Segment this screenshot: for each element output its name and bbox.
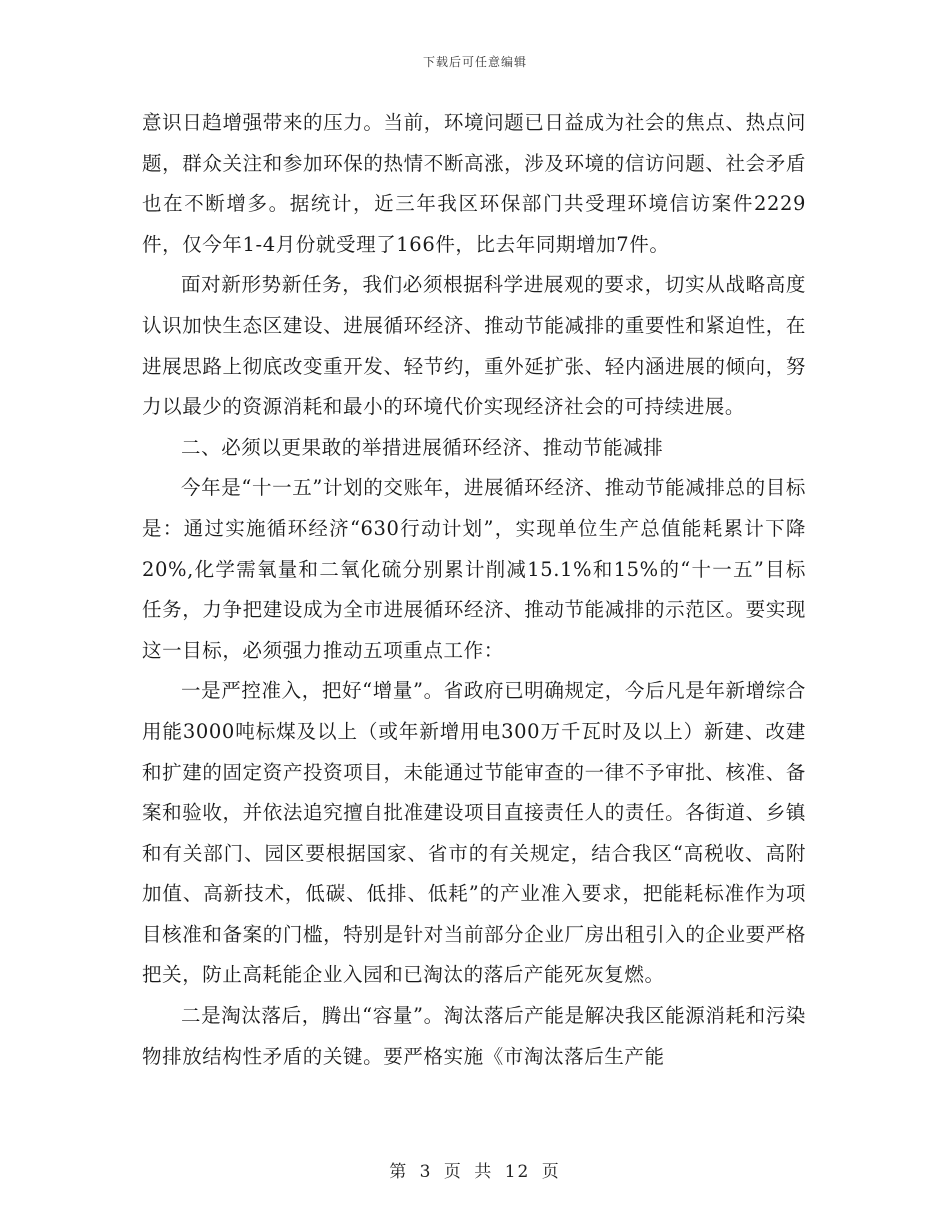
- paragraph-continued-pressure: 意识日趋增强带来的压力。当前，环境问题已日益成为社会的焦点、热点问题，群众关注和参加环保的热情不断高涨，涉及环境的信访问题、社会矛盾也在不断增多。据统计，近三年我区环保部门共受理环境信访案件2229件，仅今年1-4月份就受理了166件，比去年同期增加7件。: [142, 111, 806, 256]
- paragraph-new-situation: 面对新形势新任务，我们必须根据科学进展观的要求，切实从战略高度认识加快生态区建设、进展循环经济、推动节能减排的重要性和紧迫性，在进展思路上彻底改变重开发、轻节约，重外延扩张、轻内涵进展的倾向，努力以最少的资源消耗和最小的环境代价实现经济社会的可持续进展。: [142, 273, 806, 419]
- page-header: 下载后可任意编辑: [422, 55, 527, 69]
- paragraph-eliminate-backward: 二是淘汰落后，腾出“容量”。淘汰落后产能是解决我区能源消耗和污染物排放结构性矛盾的关键。要严格实施《市淘汰落后生产能: [142, 1004, 806, 1068]
- page-number-footer: 第 3 页 共 12 页: [389, 1162, 561, 1182]
- document-body: [142, 103, 806, 1077]
- paragraph-annual-goal: 今年是“十一五”计划的交账年，进展循环经济、推动节能减排总的目标是：通过实施循环经济“630行动计划”，实现单位生产总值能耗累计下降20%,化学需氧量和二氧化硫分别累计削减15.1%和15%的“十一五”目标任务，力争把建设成为全市进展循环经济、推动节能减排的示范区。要实现这一目标，必须强力推动五项重点工作：: [142, 476, 806, 662]
- section-heading-two: 二、必须以更果敢的举措进展循环经济、推动节能减排: [181, 435, 664, 459]
- paragraph-strict-access: 一是严控准入，把好“增量”。省政府已明确规定，今后凡是年新增综合用能3000吨标煤及以上（或年新增用电300万千瓦时及以上）新建、改建和扩建的固定资产投资项目，未能通过节能审查的一律不予审批、核准、备案和验收，并依法追究擅自批准建设项目直接责任人的责任。各街道、乡镇和有关部门、园区要根据国家、省市的有关规定，结合我区“高税收、高附加值、高新技术，低碳、低排、低耗”的产业准入要求，把能耗标准作为项目核准和备案的门槛，特别是针对当前部分企业厂房出租引入的企业要严格把关，防止高耗能企业入园和已淘汰的落后产能死灰复燃。: [142, 679, 806, 987]
